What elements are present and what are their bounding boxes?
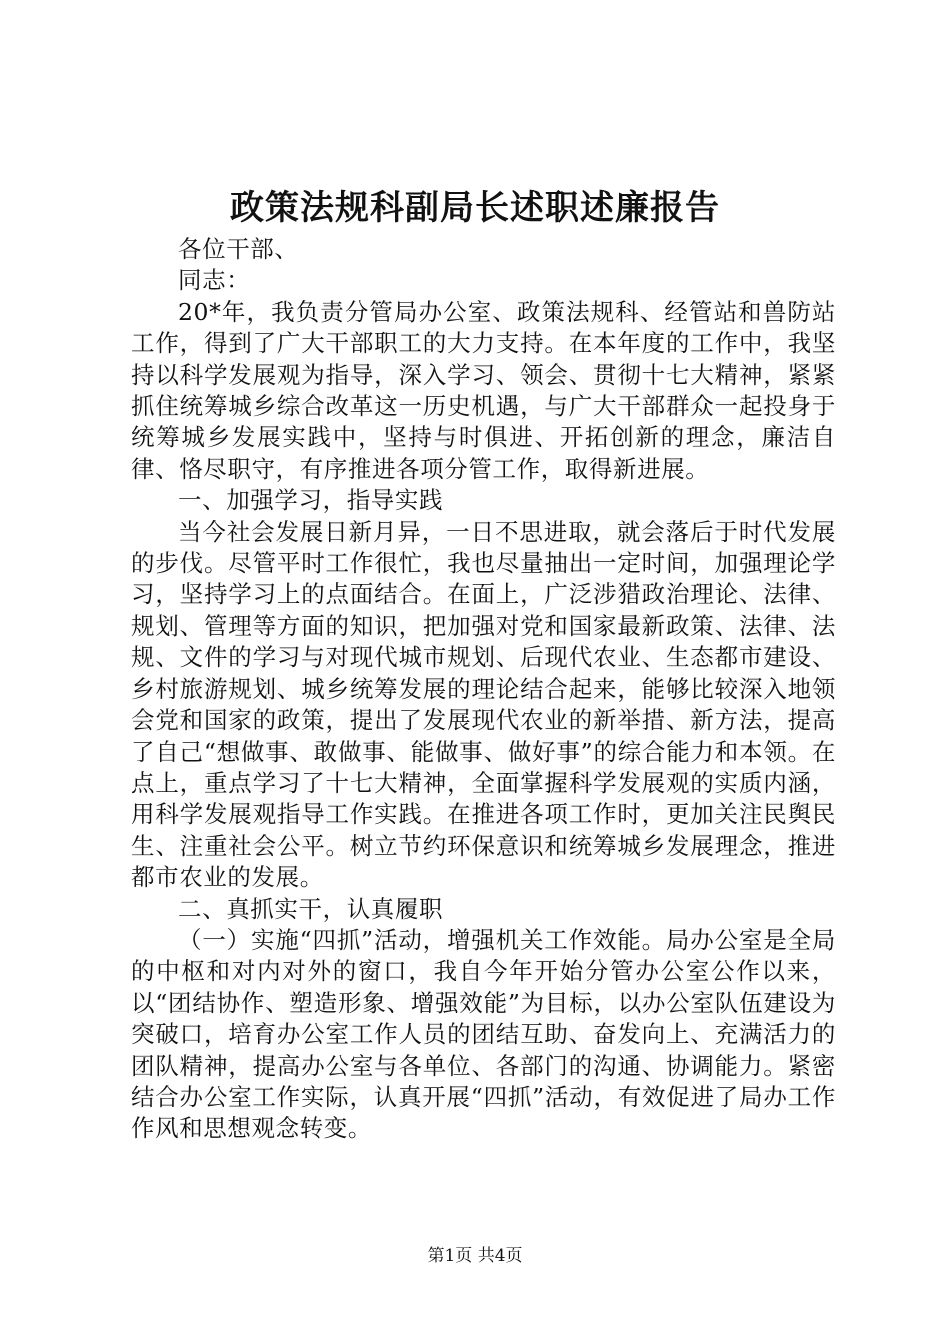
intro-paragraph: 20*年，我负责分管局办公室、政策法规科、经管站和兽防站工作，得到了广大干部职工的大力支持。在本年度的工作中，我坚持以科学发展观为指导，深入学习、领会、贯彻十七大精神，紧紧抓住统筹城乡综合改革这一历史机遇，与广大干部群众一起投身于统筹城乡发展实践中，坚持与时俱进、开拓创新的理念，廉洁自律、恪尽职守，有序推进各项分管工作，取得新进展。 — [131, 297, 836, 483]
section-heading-2: 二、真抓实干，认真履职 — [178, 894, 444, 923]
page-number-footer: 第1页 共4页 — [427, 1246, 523, 1266]
section-2-paragraph: （一）实施“四抓”活动，增强机关工作效能。局办公室是全局的中枢和对内对外的窗口，我自今年开始分管办公室公作以来，以“团结协作、塑造形象、增强效能”为目标，以办公室队伍建设为突破口，培育办公室工作人员的团结互助、奋发向上、充满活力的团队精神，提高办公室与各单位、各部门的沟通、协调能力。紧密结合办公室工作实际，认真开展“四抓”活动，有效促进了局办工作作风和思想观念转变。 — [131, 925, 836, 1143]
section-1-paragraph: 当今社会发展日新月异，一日不思进取，就会落后于时代发展的步伐。尽管平时工作很忙，我也尽量抽出一定时间，加强理论学习，坚持学习上的点面结合。在面上，广泛涉猎政治理论、法律、规划、管理等方面的知识，把加强对党和国家最新政策、法律、法规、文件的学习与对现代城市规划、后现代农业、生态都市建设、乡村旅游规划、城乡统筹发展的理论结合起来，能够比较深入地领会党和国家的政策，提出了发展现代农业的新举措、新方法，提高了自己“想做事、敢做事、能做事、做好事”的综合能力和本领。在点上，重点学习了十七大精神，全面掌握科学发展观的实质内涵，用科学发展观指导工作实践。在推进各项工作时，更加关注民舆民生、注重社会公平。树立节约环保意识和统筹城乡发展理念，推进都市农业的发展。 — [131, 517, 836, 892]
section-heading-1: 一、加强学习，指导实践 — [178, 486, 444, 515]
document-title: 政策法规科副局长述职述廉报告 — [230, 188, 720, 228]
salutation-line-1: 各位干部、 — [178, 235, 299, 263]
salutation-line-2: 同志： — [178, 266, 251, 295]
document-body — [131, 234, 836, 1145]
